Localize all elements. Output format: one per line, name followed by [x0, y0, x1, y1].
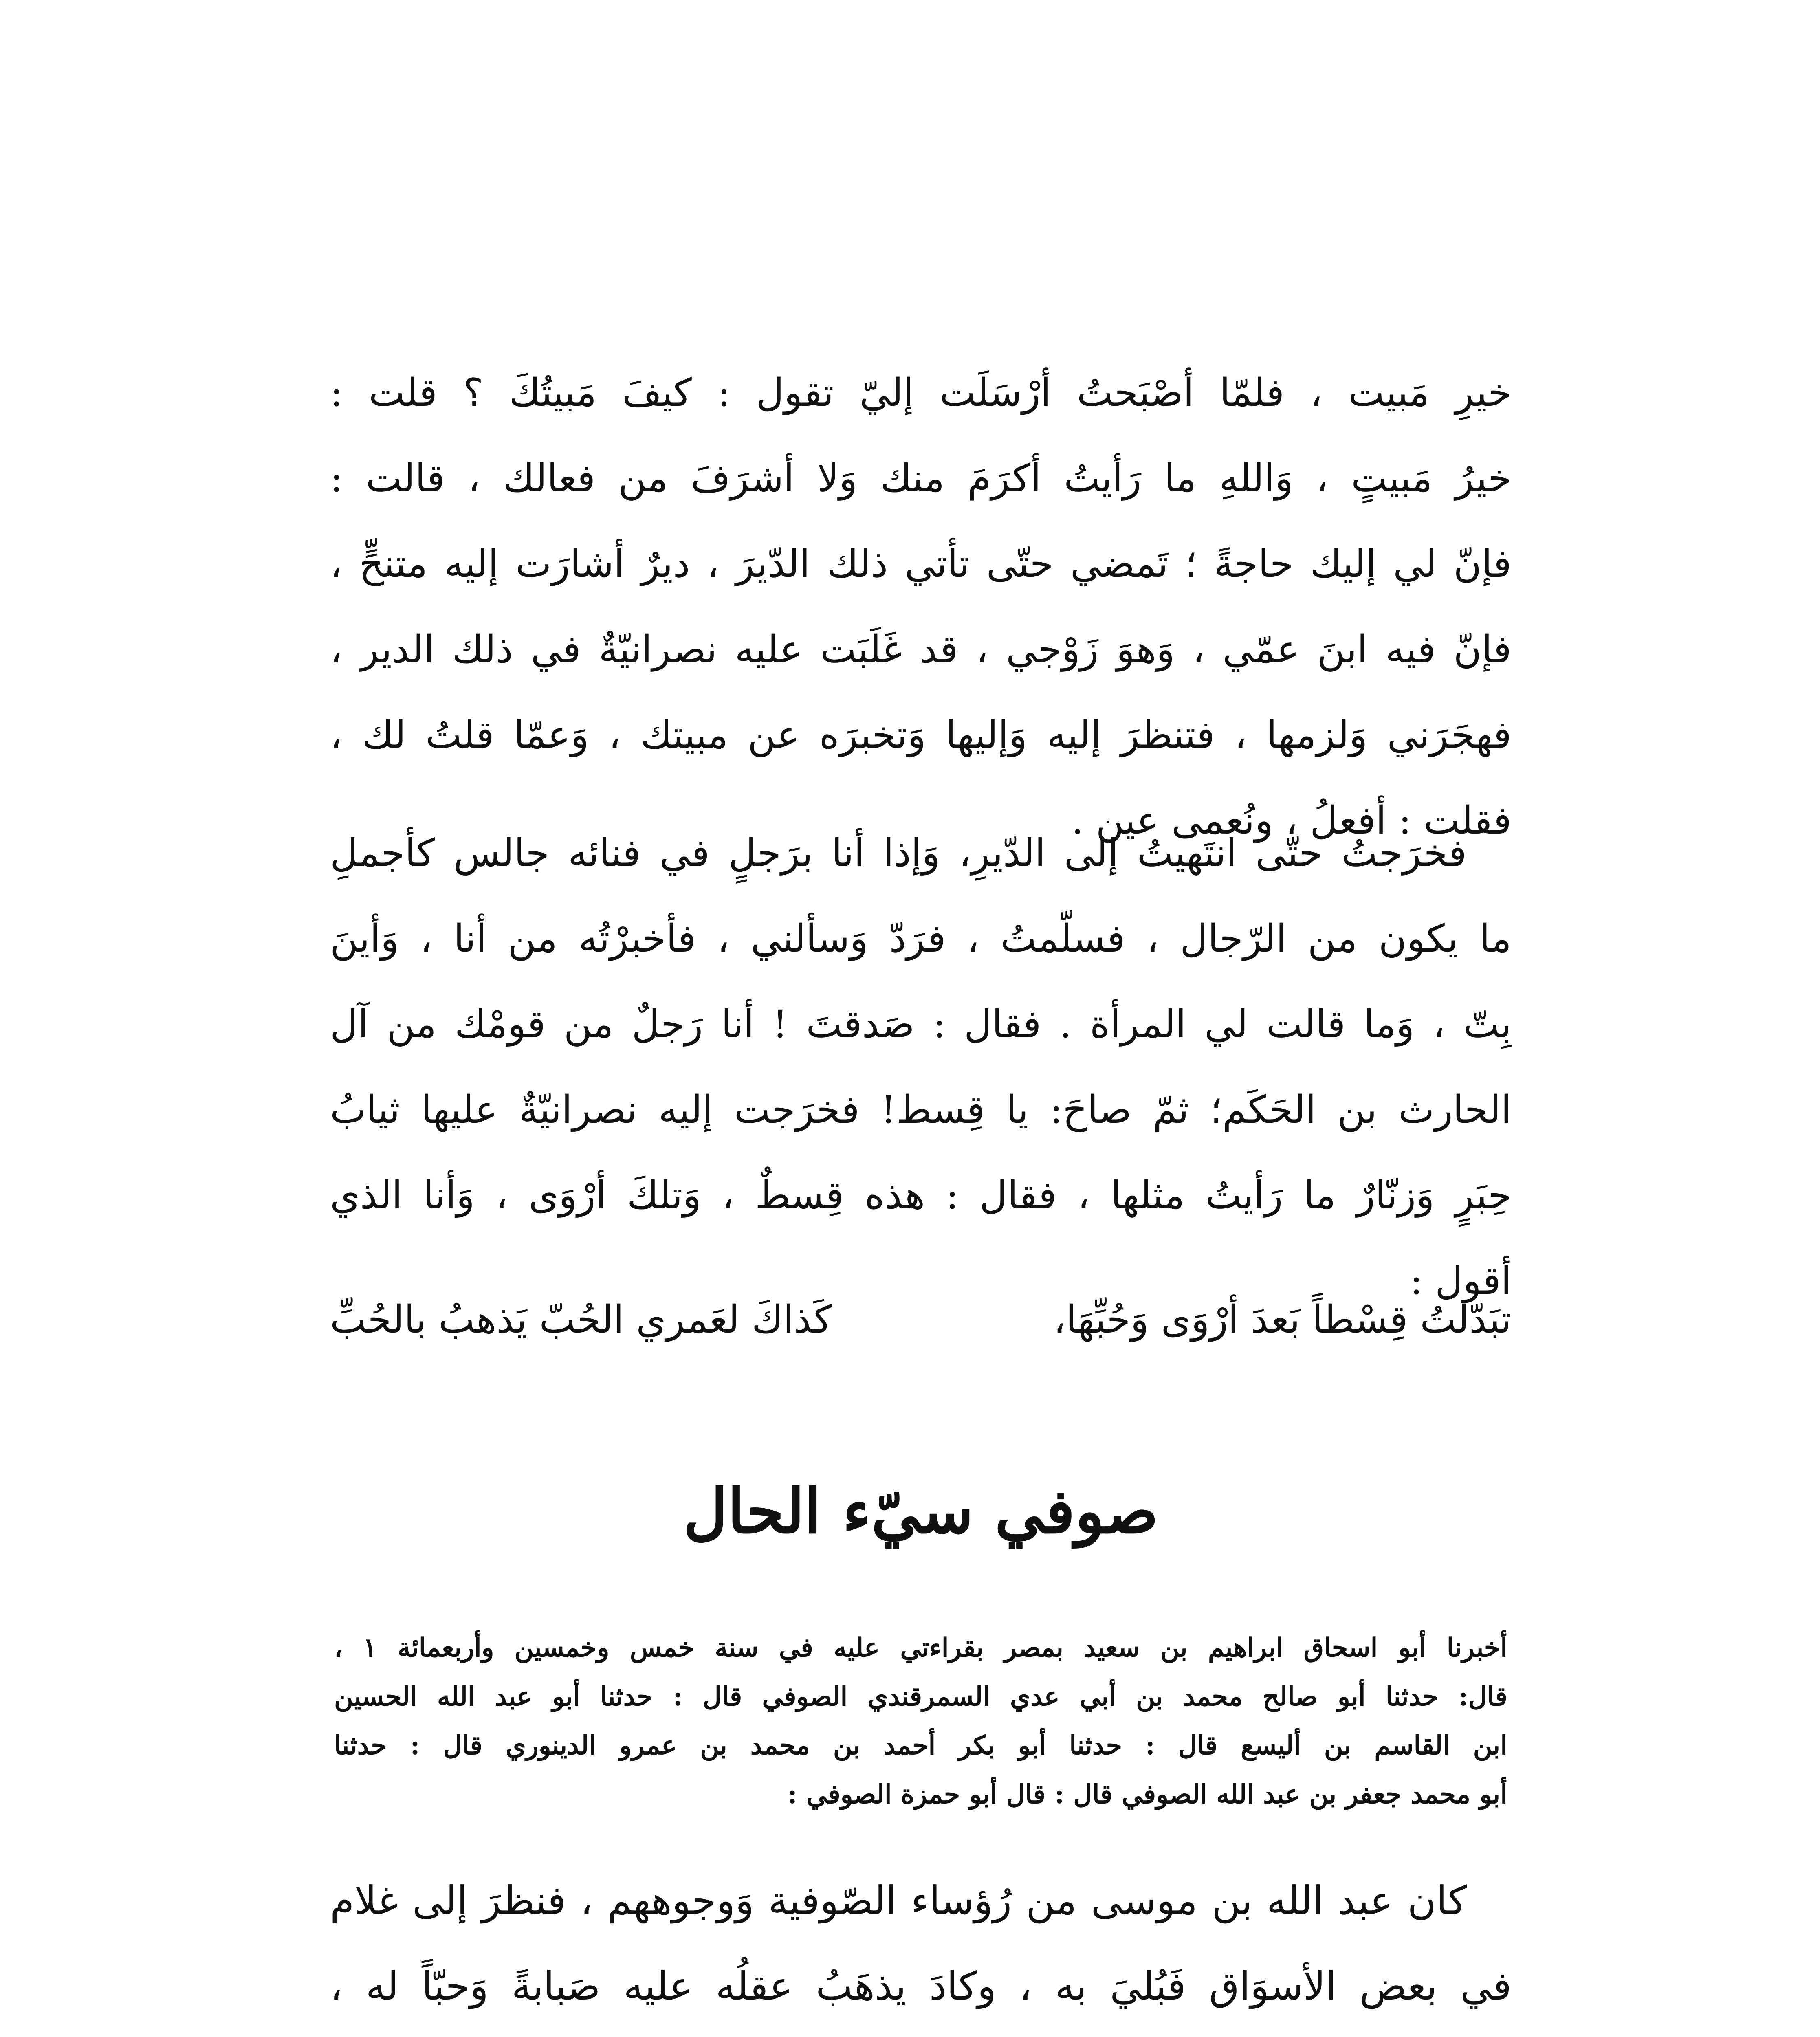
verse-hemistich-first: تبَدّلتُ قِسْطاً بَعدَ أرْوَى وَحُبِّهَا،	[1053, 1298, 1512, 1342]
text-line: الحارث بن الحَكَم؛ ثمّ صاحَ: يا قِسط! فخرَجت إليه نصرانيّةٌ عليها ثيابُ	[330, 1088, 1512, 1132]
isnad-chain	[334, 1623, 1507, 1819]
paragraph-sufi-story	[330, 1858, 1512, 2037]
text-line: أقول :	[1410, 1259, 1512, 1303]
text-line: فقلت : أفعلُ ، ونُعمى عين .	[1071, 799, 1512, 843]
text-line: فخرَجتُ حتّى انتَهيتُ إلى الدّيرِ، وَإذا أنا برَجلٍ في فنائه جالس كأجملِ	[330, 831, 1467, 876]
text-line	[330, 2029, 1512, 2037]
text-line: في بعض الأسوَاق فَبُليَ به ، وكادَ يذهَبُ عقلُه عليه صَبابةً وَحبّاً له ،	[330, 1963, 1512, 2009]
text-line: بِتّ ، وَما قالت لي المرأة . فقال : صَدقتَ ! أنا رَجلٌ من قومْك من آل	[330, 1002, 1512, 1047]
isnad-line: أبو محمد جعفر بن عبد الله الصوفي قال : قال أبو حمزة الصوفي :	[787, 1779, 1507, 1810]
isnad-line: قال: حدثنا أبو صالح محمد بن أبي عدي السمرقندي الصوفي قال : حدثنا أبو عبد الله الحسين	[334, 1681, 1507, 1712]
section-title: صوفي سيّء الحال	[683, 1476, 1159, 1547]
text-line: فهجَرَني وَلزمها ، فتنظرَ إليه وَإليها وَتخبرَه عن مبيتك ، وَعمّا قلتُ لك ،	[330, 713, 1512, 757]
isnad-line: أخبرنا أبو اسحاق ابراهيم بن سعيد بمصر بقراءتي عليه في سنة خمس وخمسين وأربعمائة ١ ،	[334, 1632, 1507, 1663]
text-line: خيرِ مَبيت ، فلمّا أصْبَحتُ أرْسَلَت إليّ تقول : كيفَ مَبيتُكَ ؟ قلت :	[330, 371, 1512, 415]
text-line: ما يكون من الرّجال ، فسلّمتُ ، فرَدّ وَسألني ، فأخبرْتُه من أنا ، وَأينَ	[330, 917, 1512, 961]
text-line: فإنّ فيه ابنَ عمّي ، وَهوَ زَوْجي ، قد غَلَبَت عليه نصرانيّةٌ في ذلك الدير ،	[330, 627, 1512, 672]
text-line: خيرُ مَبيتٍ ، وَاللهِ ما رَأيتُ أكرَمَ منك وَلا أشرَفَ من فعالك ، قالت :	[330, 456, 1512, 501]
text-line: كان عبد الله بن موسى من رُؤساء الصّوفية وَوجوههم ، فنظرَ إلى غلام	[330, 1878, 1467, 1923]
text-line: حِبَرٍ وَزنّارٌ ما رَأيتُ مثلها ، فقال : هذه قِسطٌ ، وَتلكَ أرْوَى ، وَأنا الذي	[330, 1173, 1512, 1218]
verse-hemistich-second: كَذاكَ لعَمري الحُبّ يَذهبُ بالحُبِّ	[330, 1298, 832, 1342]
paragraph-dayr-visit	[330, 811, 1512, 1324]
text-line: فإنّ لي إليك حاجةً ؛ تَمضي حتّى تأتي ذلك الدّيرَ ، ديرٌ أشارَت إليه متنحٍّ ،	[330, 542, 1512, 586]
paragraph-story-continuation	[330, 350, 1512, 864]
isnad-line: ابن القاسم بن أليسع قال : حدثنا أبو بكر أحمد بن محمد بن عمرو الدينوري قال : حدثنا	[334, 1730, 1507, 1761]
poetry-verse	[330, 1287, 1512, 1353]
